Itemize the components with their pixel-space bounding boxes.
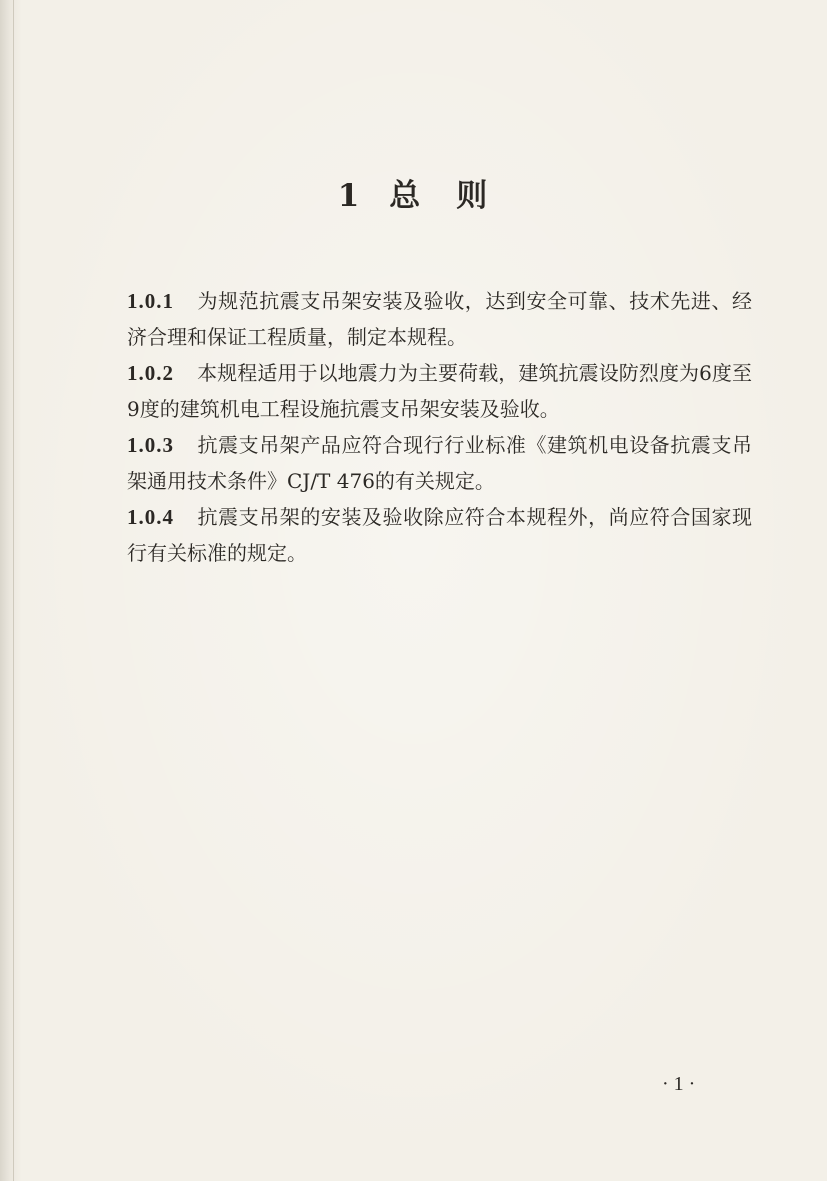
clause-1-0-1 [127, 283, 752, 355]
clause-number: 1.0.1 [127, 289, 174, 313]
chapter-title [0, 174, 827, 218]
clause-text: 抗震支吊架产品应符合现行行业标准《建筑机电设备抗震支吊架通用技术条件》CJ/T 476的有关规定。 [127, 433, 752, 493]
clause-1-0-3 [127, 427, 752, 499]
clause-number: 1.0.2 [127, 361, 174, 385]
clause-number: 1.0.4 [127, 505, 174, 529]
chapter-title-part1: 总 [389, 178, 423, 214]
clause-1-0-2 [127, 355, 752, 427]
clause-1-0-4 [127, 499, 752, 571]
clause-text: 抗震支吊架的安装及验收除应符合本规程外，尚应符合国家现行有关标准的规定。 [127, 505, 752, 565]
page-number: ·1· [662, 1073, 701, 1095]
chapter-number: 1 [337, 178, 362, 214]
chapter-title-part2: 则 [456, 178, 490, 214]
clause-text: 为规范抗震支吊架安装及验收，达到安全可靠、技术先进、经济合理和保证工程质量，制定本规程。 [127, 289, 752, 349]
clause-text: 本规程适用于以地震力为主要荷载，建筑抗震设防烈度为6度至9度的建筑机电工程设施抗震支吊架安装及验收。 [127, 361, 752, 421]
clause-number: 1.0.3 [127, 433, 174, 457]
clause-list [127, 283, 752, 571]
